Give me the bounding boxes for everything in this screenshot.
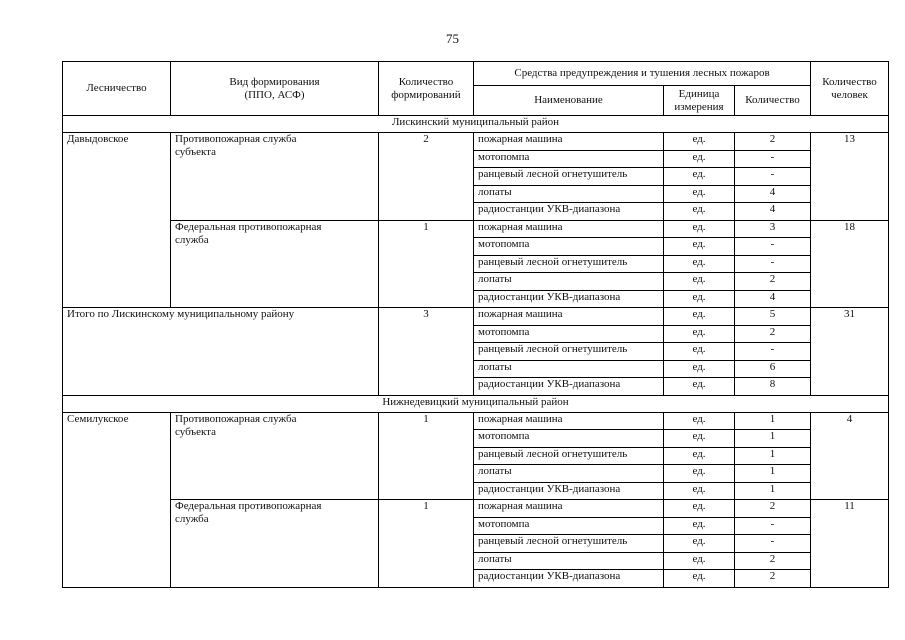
item-unit: ед. <box>664 517 735 535</box>
item-quantity: 2 <box>735 325 811 343</box>
section-title: Нижнедевицкий муниципальный район <box>63 395 889 412</box>
page-number: 75 <box>446 31 459 46</box>
item-unit: ед. <box>664 412 735 430</box>
forestry-name: Давыдовское <box>63 133 171 308</box>
item-quantity: 4 <box>735 185 811 203</box>
formation-count: 1 <box>379 500 474 588</box>
item-name: ранцевый лесной огнетушитель <box>474 535 664 553</box>
item-unit: ед. <box>664 220 735 238</box>
table-row <box>63 133 889 151</box>
item-quantity: 1 <box>735 482 811 500</box>
header-forestry: Лесничество <box>63 62 171 116</box>
item-name: радиостанции УКВ-диапазона <box>474 290 664 308</box>
header-people: Количество человек <box>811 62 889 116</box>
item-quantity: 1 <box>735 465 811 483</box>
item-name: ранцевый лесной огнетушитель <box>474 447 664 465</box>
header-formation-type: Вид формирования (ППО, АСФ) <box>171 62 379 116</box>
item-quantity: 2 <box>735 273 811 291</box>
item-name: пожарная машина <box>474 133 664 151</box>
item-unit: ед. <box>664 150 735 168</box>
item-unit: ед. <box>664 500 735 518</box>
item-quantity: 2 <box>735 570 811 588</box>
item-name: мотопомпа <box>474 517 664 535</box>
item-unit: ед. <box>664 255 735 273</box>
item-quantity: 4 <box>735 203 811 221</box>
item-name: лопаты <box>474 185 664 203</box>
formation-type: Противопожарная служба субъекта <box>171 412 379 500</box>
item-quantity: 5 <box>735 308 811 326</box>
header-name: Наименование <box>474 86 664 116</box>
formation-count: 1 <box>379 412 474 500</box>
item-unit: ед. <box>664 430 735 448</box>
item-unit: ед. <box>664 447 735 465</box>
header-formation-count: Количество формирований <box>379 62 474 116</box>
formation-type: Федеральная противопожарная служба <box>171 500 379 588</box>
fire-resources-table <box>62 61 889 588</box>
item-name: радиостанции УКВ-диапазона <box>474 482 664 500</box>
item-name: пожарная машина <box>474 220 664 238</box>
item-name: мотопомпа <box>474 150 664 168</box>
item-unit: ед. <box>664 290 735 308</box>
item-unit: ед. <box>664 238 735 256</box>
item-quantity: 1 <box>735 412 811 430</box>
item-unit: ед. <box>664 308 735 326</box>
item-quantity: 3 <box>735 220 811 238</box>
item-quantity: - <box>735 168 811 186</box>
item-unit: ед. <box>664 570 735 588</box>
item-quantity: - <box>735 238 811 256</box>
item-name: мотопомпа <box>474 238 664 256</box>
item-quantity: - <box>735 255 811 273</box>
people-count: 18 <box>811 220 889 308</box>
table-row <box>63 220 889 238</box>
item-quantity: 1 <box>735 430 811 448</box>
item-quantity: - <box>735 343 811 361</box>
section-row <box>63 395 889 412</box>
item-unit: ед. <box>664 325 735 343</box>
header-means-group: Средства предупреждения и тушения лесных пожаров <box>474 62 811 86</box>
section-row <box>63 116 889 133</box>
item-quantity: 4 <box>735 290 811 308</box>
item-quantity: 8 <box>735 378 811 396</box>
item-name: лопаты <box>474 273 664 291</box>
total-row <box>63 308 889 326</box>
item-unit: ед. <box>664 360 735 378</box>
item-unit: ед. <box>664 535 735 553</box>
formation-count: 2 <box>379 133 474 221</box>
item-unit: ед. <box>664 552 735 570</box>
item-name: лопаты <box>474 465 664 483</box>
total-label: Итого по Лискинскому муниципальному району <box>63 308 379 396</box>
item-unit: ед. <box>664 482 735 500</box>
item-unit: ед. <box>664 168 735 186</box>
item-name: пожарная машина <box>474 500 664 518</box>
item-unit: ед. <box>664 185 735 203</box>
formation-count: 1 <box>379 220 474 308</box>
people-count: 4 <box>811 412 889 500</box>
item-unit: ед. <box>664 343 735 361</box>
item-name: пожарная машина <box>474 308 664 326</box>
header-unit: Единица измерения <box>664 86 735 116</box>
item-name: радиостанции УКВ-диапазона <box>474 570 664 588</box>
item-name: мотопомпа <box>474 430 664 448</box>
item-unit: ед. <box>664 273 735 291</box>
item-unit: ед. <box>664 133 735 151</box>
item-quantity: 2 <box>735 552 811 570</box>
formation-type: Противопожарная служба субъекта <box>171 133 379 221</box>
item-quantity: 2 <box>735 500 811 518</box>
item-name: лопаты <box>474 360 664 378</box>
people-count: 11 <box>811 500 889 588</box>
total-count: 3 <box>379 308 474 396</box>
header-row <box>63 62 889 86</box>
item-name: радиостанции УКВ-диапазона <box>474 203 664 221</box>
item-name: ранцевый лесной огнетушитель <box>474 343 664 361</box>
header-quantity: Количество <box>735 86 811 116</box>
item-name: ранцевый лесной огнетушитель <box>474 255 664 273</box>
formation-type: Федеральная противопожарная служба <box>171 220 379 308</box>
item-unit: ед. <box>664 203 735 221</box>
item-quantity: - <box>735 517 811 535</box>
item-name: ранцевый лесной огнетушитель <box>474 168 664 186</box>
item-name: мотопомпа <box>474 325 664 343</box>
total-people: 31 <box>811 308 889 396</box>
item-quantity: 1 <box>735 447 811 465</box>
table-row <box>63 412 889 430</box>
item-unit: ед. <box>664 465 735 483</box>
section-title: Лискинский муниципальный район <box>63 116 889 133</box>
item-quantity: 2 <box>735 133 811 151</box>
table-row <box>63 500 889 518</box>
item-name: радиостанции УКВ-диапазона <box>474 378 664 396</box>
item-quantity: 6 <box>735 360 811 378</box>
item-name: пожарная машина <box>474 412 664 430</box>
item-unit: ед. <box>664 378 735 396</box>
item-quantity: - <box>735 150 811 168</box>
item-name: лопаты <box>474 552 664 570</box>
forestry-name: Семилукское <box>63 412 171 587</box>
people-count: 13 <box>811 133 889 221</box>
item-quantity: - <box>735 535 811 553</box>
